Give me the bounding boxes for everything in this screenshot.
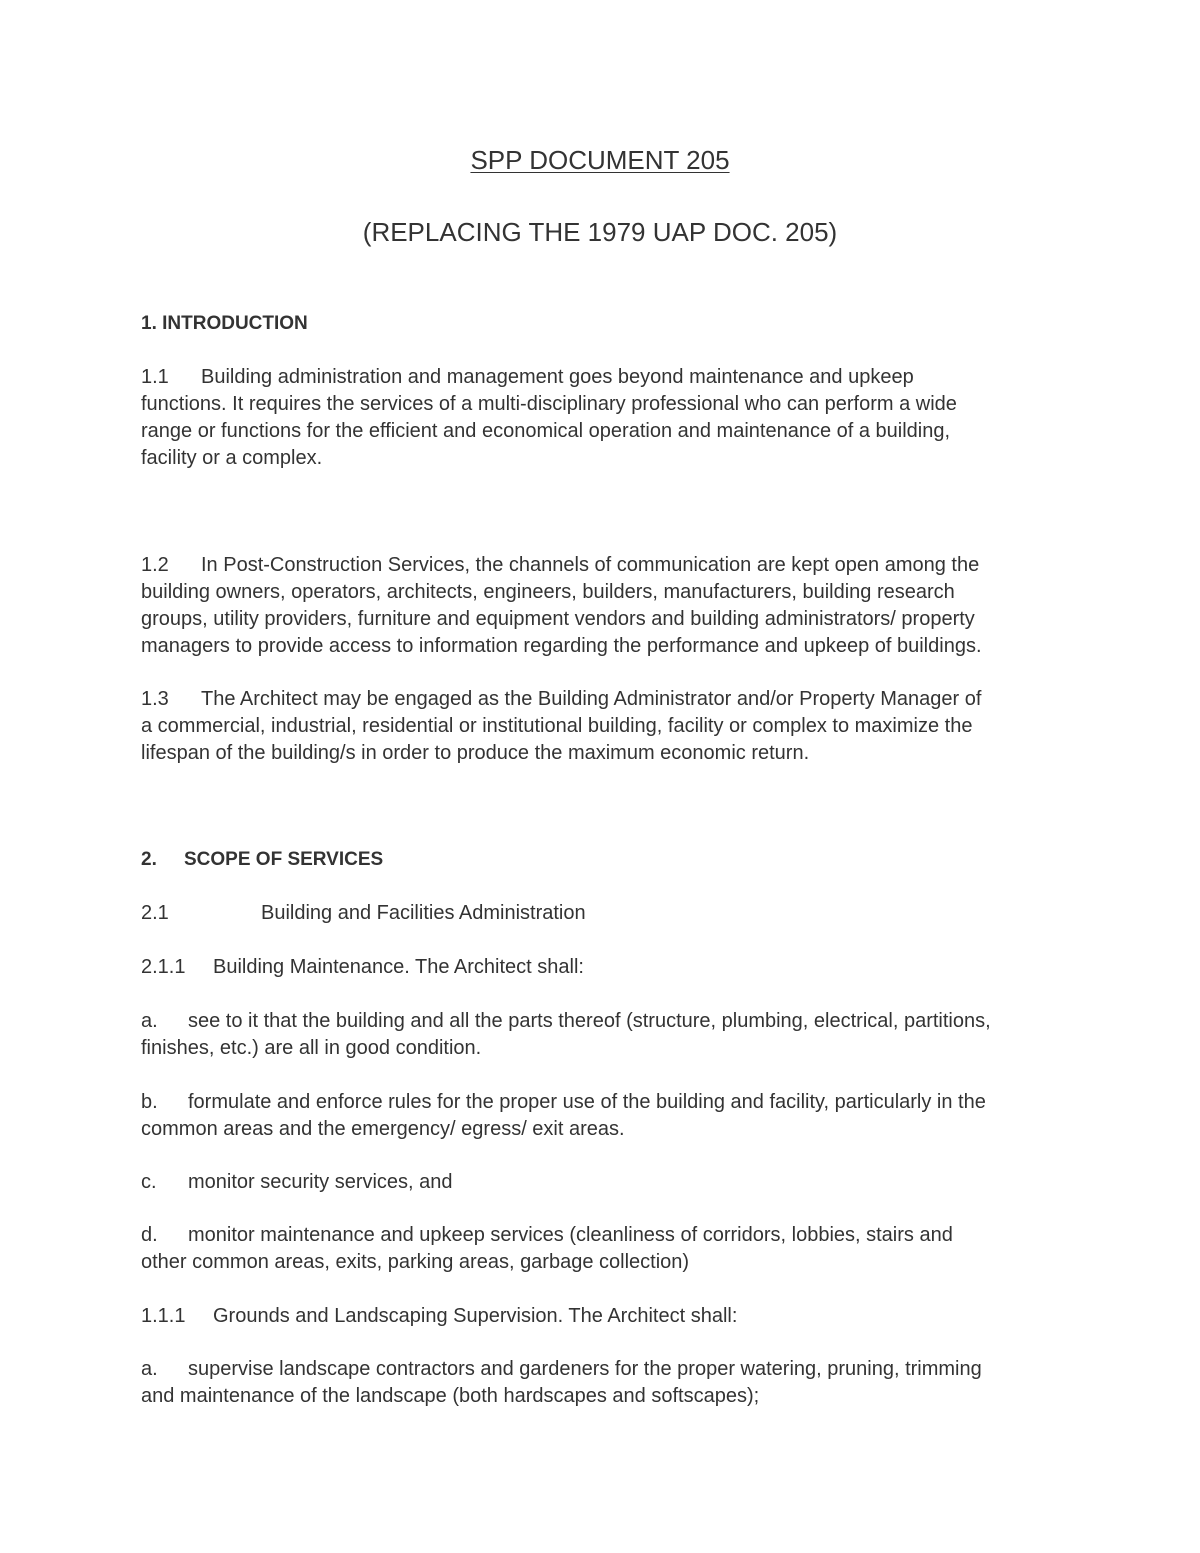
document-subtitle: (REPLACING THE 1979 UAP DOC. 205) — [362, 217, 838, 247]
list-marker: a. — [141, 1358, 158, 1380]
paragraph-1-2-line-4: managers to provide access to information regarding the performance and upkeep of buildings. — [141, 635, 982, 657]
paragraph-2-1: 2.1 Building and Facilities Administration — [141, 900, 586, 927]
paragraph-number: 1.2 — [141, 554, 169, 576]
paragraph-number: 2.1.1 — [141, 956, 186, 978]
list-item-a-line-2: finishes, etc.) are all in good condition. — [141, 1037, 482, 1059]
paragraph-2-1-1: 2.1.1 Building Maintenance. The Architect shall: — [141, 954, 584, 981]
paragraph-1-1-line-2: functions. It requires the services of a multi-disciplinary professional who can perform a wide — [141, 393, 957, 415]
paragraph-1-1-line-4: facility or a complex. — [141, 447, 323, 469]
list-marker: a. — [141, 1010, 158, 1032]
paragraph-1-3-line-1: 1.3 The Architect may be engaged as the Building Administrator and/or Property Manager of — [141, 686, 981, 713]
paragraph-1-2-line-3: groups, utility providers, furniture and equipment vendors and building administrators/ property — [141, 608, 975, 630]
list-item-c: c. monitor security services, and — [141, 1169, 453, 1196]
list-marker: b. — [141, 1091, 158, 1113]
list-marker: c. — [141, 1171, 157, 1193]
list-item-a2-line-1: a. supervise landscape contractors and gardeners for the proper watering, pruning, trimming — [141, 1356, 982, 1383]
paragraph-1-1-1: 1.1.1 Grounds and Landscaping Supervision. The Architect shall: — [141, 1303, 737, 1330]
list-item-b-line-2: common areas and the emergency/ egress/ exit areas. — [141, 1118, 625, 1140]
list-item-a-line-1: a. see to it that the building and all the parts thereof (structure, plumbing, electrical, partitions, — [141, 1008, 991, 1035]
paragraph-1-2-line-1: 1.2 In Post-Construction Services, the channels of communication are kept open among the — [141, 552, 979, 579]
paragraph-number: 1.1 — [141, 366, 169, 388]
paragraph-number: 1.3 — [141, 688, 169, 710]
document-title: SPP DOCUMENT 205 — [470, 145, 730, 175]
section-1-heading: 1. INTRODUCTION — [141, 313, 308, 334]
paragraph-number: 1.1.1 — [141, 1305, 186, 1327]
paragraph-1-1-line-3: range or functions for the efficient and economical operation and maintenance of a building, — [141, 420, 951, 442]
list-marker: d. — [141, 1224, 158, 1246]
list-item-d-line-1: d. monitor maintenance and upkeep services (cleanliness of corridors, lobbies, stairs and — [141, 1222, 953, 1249]
paragraph-number: 2.1 — [141, 902, 169, 924]
list-item-d-line-2: other common areas, exits, parking areas, garbage collection) — [141, 1251, 690, 1273]
paragraph-1-2-line-2: building owners, operators, architects, engineers, builders, manufacturers, building research — [141, 581, 955, 603]
list-item-a2-line-2: and maintenance of the landscape (both hardscapes and softscapes); — [141, 1385, 760, 1407]
list-item-b-line-1: b. formulate and enforce rules for the proper use of the building and facility, particularly in the — [141, 1089, 986, 1116]
paragraph-1-3-line-3: lifespan of the building/s in order to produce the maximum economic return. — [141, 742, 810, 764]
paragraph-1-3-line-2: a commercial, industrial, residential or institutional building, facility or complex to maximize the — [141, 715, 973, 737]
paragraph-1-1-line-1: 1.1 Building administration and management goes beyond maintenance and upkeep — [141, 364, 914, 391]
section-2-heading: 2. SCOPE OF SERVICES — [141, 849, 384, 870]
